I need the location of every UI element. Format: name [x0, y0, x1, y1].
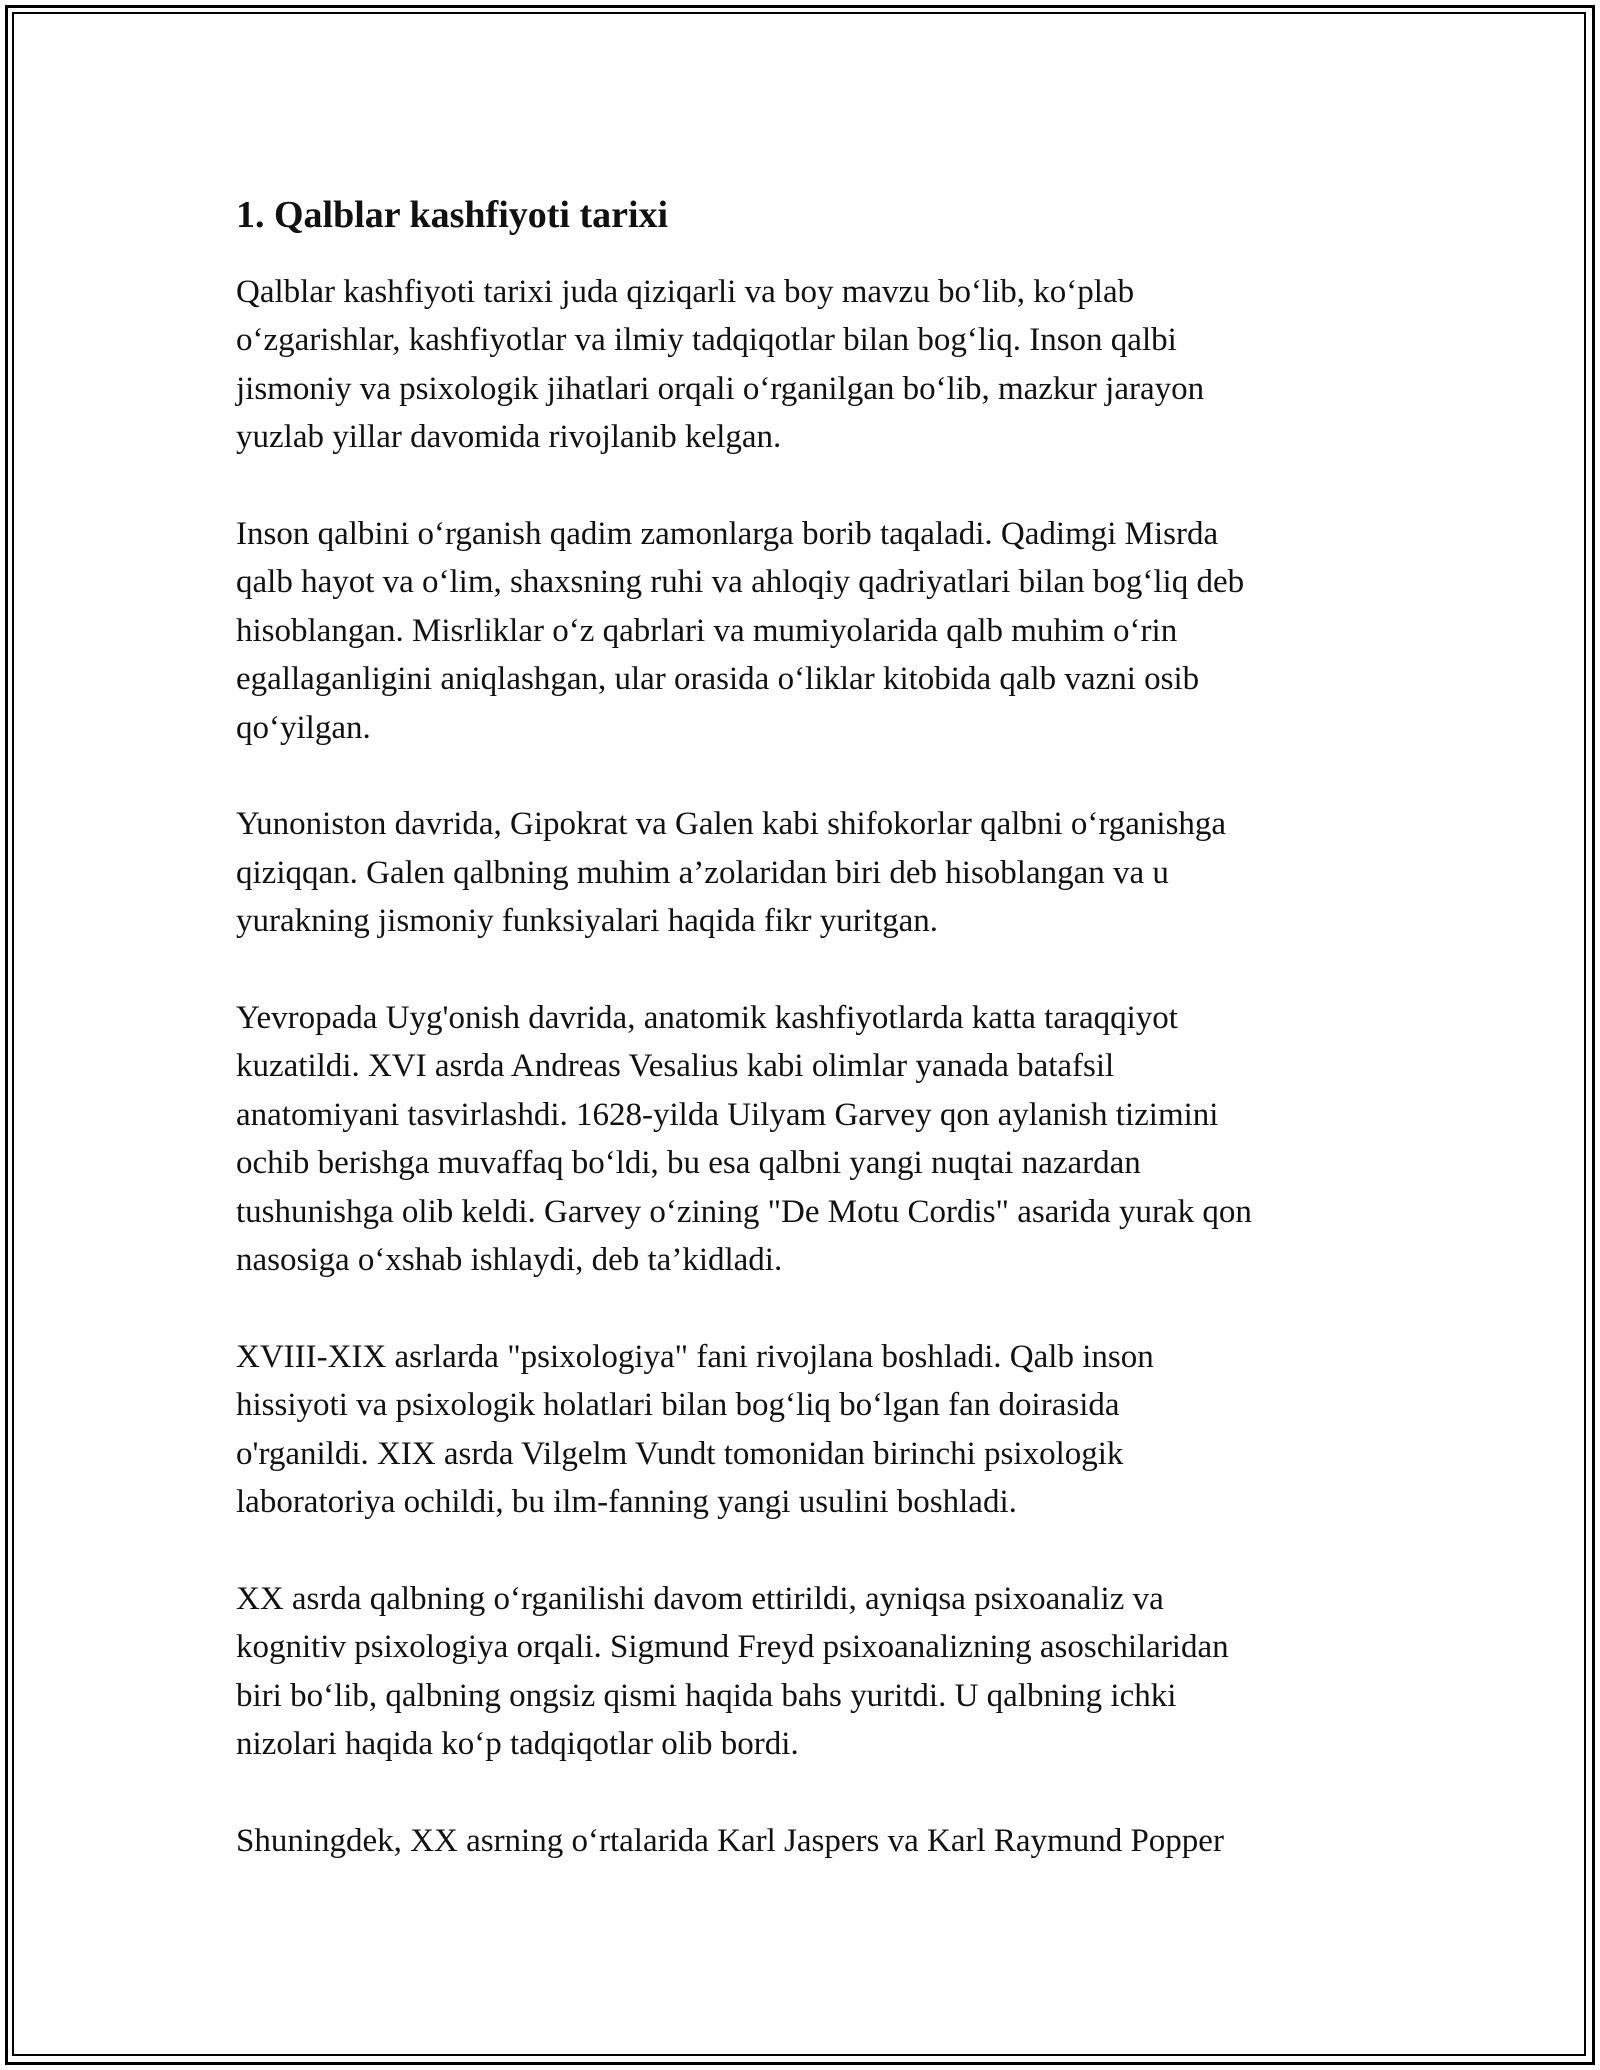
- paragraph-line: Qalblar kashfiyoti tarixi juda qiziqarli va boy mavzu bo‘lib, ko‘plab: [236, 274, 1135, 310]
- paragraph-line: Shuningdek, XX asrning o‘rtalarida Karl Jaspers va Karl Raymund Popper: [236, 1822, 1224, 1859]
- paragraph-line: jismoniy va psixologik jihatlari orqali o‘rganilgan bo‘lib, mazkur jarayon: [236, 370, 1205, 407]
- paragraph-3: [236, 800, 1386, 945]
- paragraph-line: XVIII-XIX asrlarda "psixologiya" fani rivojlana boshladi. Qalb inson: [236, 1338, 1154, 1375]
- paragraph-line: laboratoriya ochildi, bu ilm-fanning yangi usulini boshladi.: [236, 1484, 1017, 1521]
- paragraph-line: biri bo‘lib, qalbning ongsiz qismi haqida bahs yuritdi. U qalbning ichki: [236, 1677, 1177, 1714]
- paragraph-line: hissiyoti va psixologik holatlari bilan bog‘liq bo‘lgan fan doirasida: [236, 1387, 1120, 1424]
- paragraph-line: hisoblangan. Misrliklar o‘z qabrlari va mumiyolarida qalb muhim o‘rin: [236, 612, 1178, 649]
- paragraph-line: Inson qalbini o‘rganish qadim zamonlarga borib taqaladi. Qadimgi Misrda: [236, 516, 1219, 553]
- paragraph-6: [236, 1575, 1386, 1769]
- paragraph-list: [236, 268, 1386, 1865]
- paragraph-2: [236, 510, 1386, 752]
- paragraph-line: nizolari haqida ko‘p tadqiqotlar olib bordi.: [236, 1726, 799, 1763]
- paragraph-line: egallaganligini aniqlashgan, ular orasida o‘liklar kitobida qalb vazni osib: [236, 661, 1200, 698]
- paragraph-line: qo‘yilgan.: [236, 709, 371, 746]
- paragraph-line: kuzatildi. XVI asrda Andreas Vesalius kabi olimlar yanada batafsil: [236, 1048, 1115, 1085]
- paragraph-line: yurakning jismoniy funksiyalari haqida fikr yuritgan.: [236, 903, 939, 940]
- paragraph-7: [236, 1817, 1386, 1865]
- paragraph-1: [236, 268, 1386, 462]
- paragraph-line: qiziqqan. Galen qalbning muhim a’zolaridan biri deb hisoblangan va u: [236, 854, 1169, 891]
- paragraph-line: nasosiga o‘xshab ishlaydi, deb ta’kidladi.: [236, 1242, 783, 1279]
- paragraph-line: ochib berishga muvaffaq bo‘ldi, bu esa qalbni yangi nuqtai nazardan: [236, 1145, 1141, 1182]
- paragraph-line: kognitiv psixologiya orqali. Sigmund Freyd psixoanalizning asoschilaridan: [236, 1629, 1229, 1666]
- paragraph-line: o'rganildi. XIX asrda Vilgelm Vundt tomonidan birinchi psixologik: [236, 1435, 1124, 1472]
- paragraph-line: XX asrda qalbning o‘rganilishi davom ettirildi, ayniqsa psixoanaliz va: [236, 1580, 1164, 1617]
- document-body: [236, 190, 1386, 1914]
- paragraph-4: [236, 994, 1386, 1284]
- paragraph-line: o‘zgarishlar, kashfiyotlar va ilmiy tadqiqotlar bilan bog‘liq. Inson qalbi: [236, 322, 1177, 359]
- paragraph-5: [236, 1333, 1386, 1527]
- paragraph-line: Yevropada Uyg'onish davrida, anatomik kashfiyotlarda katta taraqqiyot: [236, 1000, 1178, 1037]
- paragraph-line: anatomiyani tasvirlashdi. 1628-yilda Uilyam Garvey qon aylanish tizimini: [236, 1096, 1219, 1133]
- page-title: 1. Qalblar kashfiyoti tarixi: [236, 194, 669, 236]
- paragraph-line: yuzlab yillar davomida rivojlanib kelgan.: [236, 419, 782, 456]
- paragraph-line: qalb hayot va o‘lim, shaxsning ruhi va ahloqiy qadriyatlari bilan bog‘liq deb: [236, 564, 1245, 601]
- paragraph-line: Yunoniston davrida, Gipokrat va Galen kabi shifokorlar qalbni o‘rganishga: [236, 806, 1227, 843]
- paragraph-line: tushunishga olib keldi. Garvey o‘zining "De Motu Cordis" asarida yurak qon: [236, 1193, 1252, 1230]
